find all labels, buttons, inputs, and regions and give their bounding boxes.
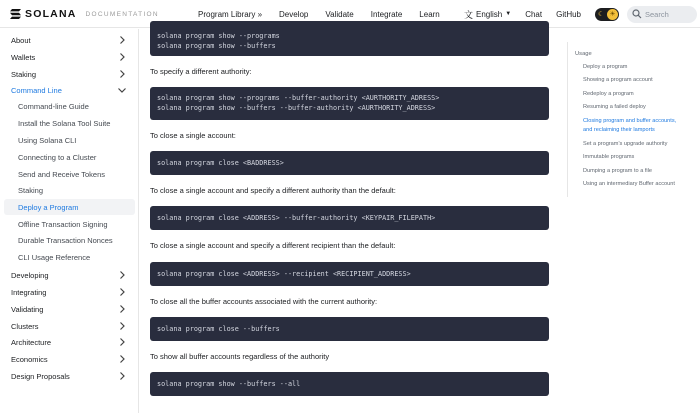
- toc-item-intermediary-buffer[interactable]: Using an intermediary Buffer account: [583, 181, 675, 187]
- chevron-right-icon: [117, 69, 127, 79]
- sidebar-item-about[interactable]: [4, 32, 135, 48]
- sidebar-item-send-receive-tokens[interactable]: [4, 166, 135, 182]
- sidebar-item-connecting-cluster[interactable]: [4, 149, 135, 165]
- code-line: solana program close <BADDRESS>: [157, 159, 284, 167]
- chevron-down-icon: [117, 85, 127, 95]
- language-dropdown[interactable]: [464, 8, 511, 21]
- code-block[interactable]: [150, 87, 549, 120]
- code-block[interactable]: [150, 372, 549, 396]
- code-line: solana program show --programs --buffer-authority <AURTHORITY_ADRESS>: [157, 94, 440, 102]
- paragraph: To close a single account:: [150, 131, 236, 140]
- translate-icon: 文: [463, 9, 473, 20]
- code-line: solana program close --buffers: [157, 325, 280, 333]
- nav-learn[interactable]: Learn: [419, 9, 440, 19]
- sidebar-item-label: Connecting to a Cluster: [18, 152, 97, 162]
- sidebar-item-label: Architecture: [11, 337, 52, 347]
- table-of-contents: [567, 42, 700, 197]
- sidebar-item-label: Developing: [11, 270, 49, 280]
- chevron-right-icon: [117, 35, 127, 45]
- sidebar-item-validating[interactable]: [4, 301, 135, 317]
- sidebar-item-label: Clusters: [11, 321, 39, 331]
- sidebar-item-label: Deploy a Program: [18, 202, 79, 212]
- toc-item-dumping[interactable]: Dumping a program to a file: [583, 168, 653, 174]
- sidebar-item-label: Install the Solana Tool Suite: [18, 118, 111, 128]
- sidebar-item-developing[interactable]: [4, 267, 135, 283]
- sidebar-item-command-line[interactable]: [4, 82, 135, 98]
- sidebar-item-label: About: [11, 35, 31, 45]
- chevron-right-icon: [117, 52, 127, 62]
- docs-sidebar: [0, 29, 139, 413]
- code-block[interactable]: [150, 206, 549, 230]
- sidebar-item-install-tool-suite[interactable]: [4, 115, 135, 131]
- code-block[interactable]: [150, 151, 549, 175]
- sidebar-item-cli-usage-reference[interactable]: [4, 249, 135, 265]
- sidebar-item-label: Economics: [11, 354, 48, 364]
- sidebar-item-deploy-program[interactable]: [4, 199, 135, 215]
- theme-toggle[interactable]: [595, 8, 619, 21]
- toc-item-redeploy[interactable]: Redeploy a program: [583, 91, 634, 97]
- sidebar-item-clusters[interactable]: [4, 318, 135, 334]
- toc-item-deploy[interactable]: Deploy a program: [583, 64, 628, 70]
- nav-integrate[interactable]: Integrate: [370, 9, 403, 19]
- sidebar-item-label: CLI Usage Reference: [18, 252, 91, 262]
- nav-chat[interactable]: Chat: [525, 9, 543, 19]
- sidebar-item-economics[interactable]: [4, 351, 135, 367]
- toc-item-closing-cont[interactable]: and reclaiming their lamports: [583, 127, 655, 133]
- paragraph: To close a single account and specify a different authority than the default:: [150, 186, 396, 195]
- moon-icon: ☾: [598, 10, 605, 18]
- search-box[interactable]: [627, 6, 697, 23]
- chevron-right-icon: [117, 304, 127, 314]
- nav-github[interactable]: GitHub: [556, 9, 581, 19]
- sidebar-item-integrating[interactable]: [4, 284, 135, 300]
- sidebar-item-label: Offline Transaction Signing: [18, 219, 108, 229]
- sidebar-item-offline-signing[interactable]: [4, 216, 135, 232]
- sidebar-item-staking[interactable]: [4, 66, 135, 82]
- toc-item-upgrade-authority[interactable]: Set a program's upgrade authority: [583, 141, 668, 147]
- sidebar-item-label: Staking: [11, 69, 37, 79]
- paragraph: To close a single account and specify a different recipient than the default:: [150, 241, 396, 250]
- code-block[interactable]: [150, 317, 549, 341]
- code-block[interactable]: [150, 262, 549, 286]
- toc-item-immutable[interactable]: Immutable programs: [583, 154, 635, 160]
- sidebar-item-label: Command Line: [11, 85, 62, 95]
- sidebar-item-label: Send and Receive Tokens: [18, 169, 106, 179]
- nav-develop[interactable]: Develop: [279, 9, 309, 19]
- code-line: solana program show --programs: [157, 32, 280, 40]
- brand-name: SOLANA: [25, 7, 77, 20]
- chevron-right-icon: [117, 354, 127, 364]
- sidebar-item-command-line-guide[interactable]: [4, 98, 135, 114]
- chevron-right-icon: [117, 287, 127, 297]
- code-line: solana program close <ADDRESS> --buffer-authority <KEYPAIR_FILEPATH>: [157, 214, 436, 222]
- nav-validate[interactable]: Validate: [325, 9, 354, 19]
- sidebar-item-wallets[interactable]: [4, 49, 135, 65]
- sidebar-item-label: Command-line Guide: [18, 101, 89, 111]
- code-line: solana program show --buffers --all: [157, 380, 301, 388]
- sidebar-item-label: Validating: [11, 304, 44, 314]
- paragraph: To show all buffer accounts regardless of the authority: [150, 352, 330, 361]
- sidebar-item-label: Using Solana CLI: [18, 135, 77, 145]
- toc-item-usage[interactable]: Usage: [575, 51, 592, 57]
- sidebar-item-design-proposals[interactable]: [4, 368, 135, 384]
- toc-item-showing[interactable]: Showing a program account: [583, 77, 653, 83]
- sun-icon: ☀: [607, 9, 618, 20]
- search-icon: [632, 9, 642, 19]
- language-label: English: [475, 9, 503, 19]
- nav-program-library[interactable]: Program Library »: [198, 9, 263, 19]
- chevron-right-icon: [117, 270, 127, 280]
- code-line: solana program close <ADDRESS> --recipient <RECIPIENT_ADDRESS>: [157, 270, 411, 278]
- caret-down-icon: ▼: [505, 11, 512, 17]
- code-block[interactable]: [150, 21, 549, 56]
- paragraph: To close all the buffer accounts associated with the current authority:: [150, 297, 378, 306]
- chevron-right-icon: [117, 321, 127, 331]
- brand-logo[interactable]: [10, 8, 159, 20]
- sidebar-item-using-solana-cli[interactable]: [4, 132, 135, 148]
- sidebar-item-label: Wallets: [11, 52, 36, 62]
- sidebar-item-label: Integrating: [11, 287, 47, 297]
- sidebar-item-durable-nonces[interactable]: [4, 232, 135, 248]
- paragraph: To specify a different authority:: [150, 67, 252, 76]
- code-line: solana program show --buffers --buffer-authority <AURTHORITY_ADRESS>: [157, 104, 436, 112]
- sidebar-item-staking-sub[interactable]: [4, 182, 135, 198]
- chevron-right-icon: [117, 371, 127, 381]
- code-line: solana program show --buffers: [157, 42, 276, 50]
- sidebar-item-label: Durable Transaction Nonces: [18, 235, 113, 245]
- sidebar-item-label: Staking: [18, 185, 44, 195]
- sidebar-item-architecture[interactable]: [4, 334, 135, 350]
- solana-logo-icon: [10, 9, 21, 19]
- search-placeholder: Search: [645, 9, 669, 19]
- chevron-right-icon: [117, 337, 127, 347]
- sidebar-item-label: Design Proposals: [11, 371, 70, 381]
- toc-item-resuming[interactable]: Resuming a failed deploy: [583, 104, 646, 110]
- brand-subtitle: DOCUMENTATION: [85, 10, 159, 18]
- toc-item-closing[interactable]: Closing program and buffer accounts,: [583, 118, 677, 124]
